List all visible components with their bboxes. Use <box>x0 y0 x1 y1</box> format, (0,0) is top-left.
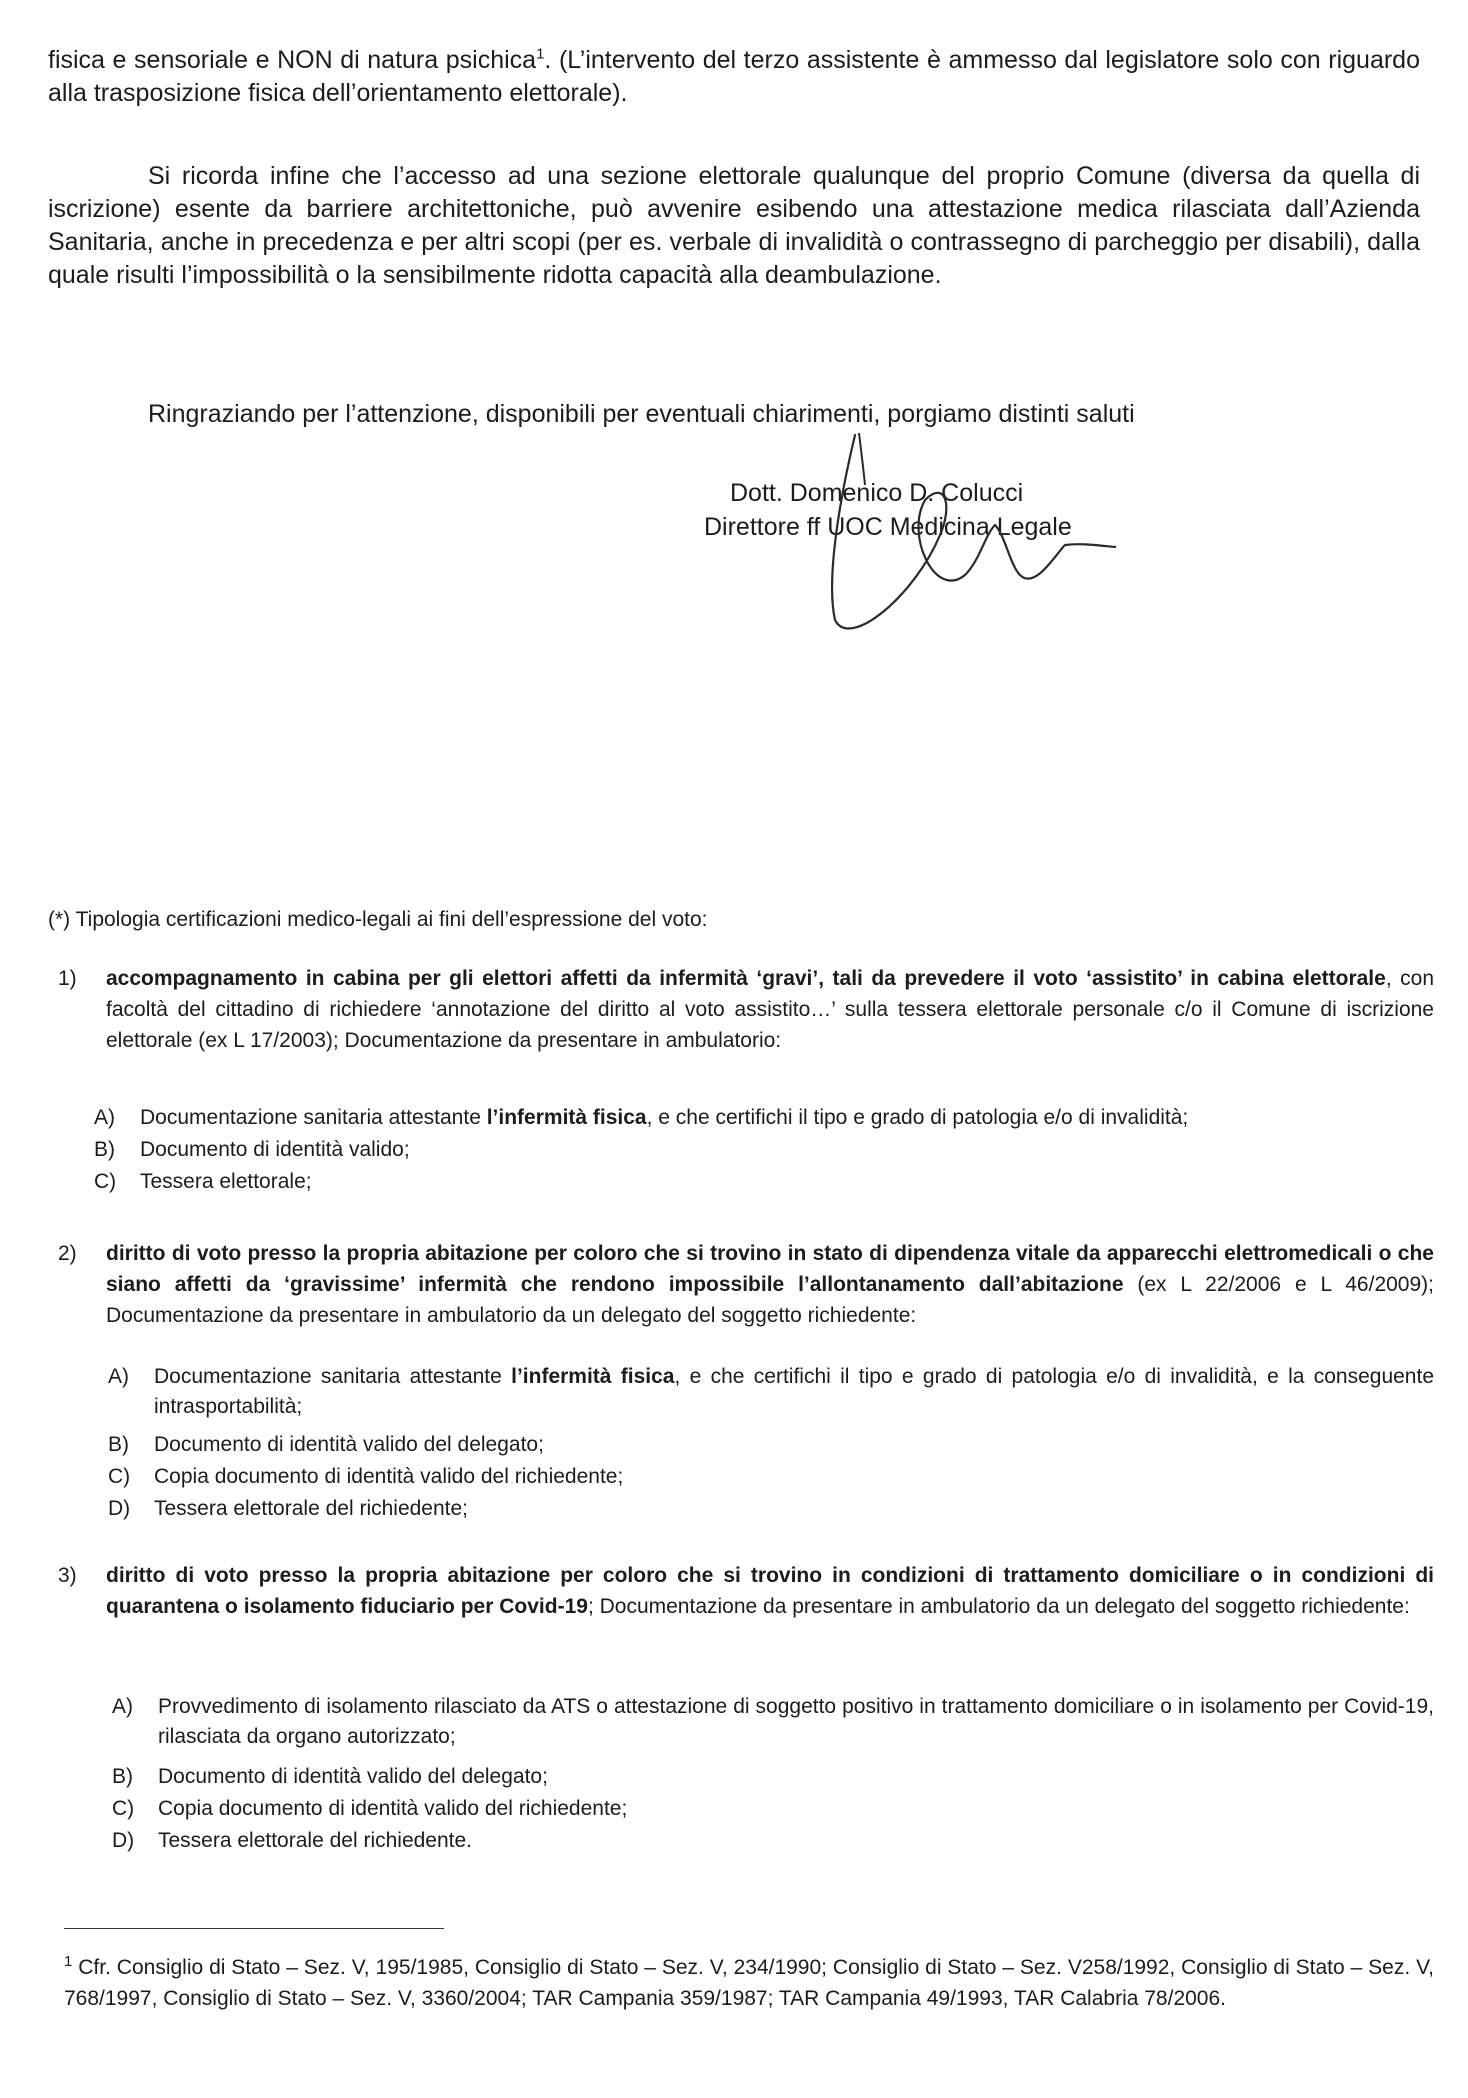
list-item-3 <box>48 1560 1434 1622</box>
sub-letter: A) <box>94 1106 115 1129</box>
sub-item <box>94 1135 1434 1165</box>
item-bold-text: diritto di voto presso la propria abitazione per coloro che si trovino in condizioni di trattamento domiciliare o in condizioni di quarantena o isolamento fiduciario per Covid-19 <box>106 1564 1434 1618</box>
sub-item <box>108 1430 1434 1460</box>
item-text: ; Documentazione da presentare in ambulatorio da un delegato del soggetto richiedente: <box>587 1595 1410 1618</box>
sub-text: Tessera elettorale; <box>140 1170 312 1193</box>
sub-letter: B) <box>94 1138 115 1161</box>
sub-letter: C) <box>108 1465 131 1488</box>
sub-item <box>94 1103 1434 1133</box>
sub-text: Documento di identità valido del delegato; <box>158 1765 548 1788</box>
item-number: 3) <box>58 1564 77 1587</box>
sub-letter: C) <box>94 1170 117 1193</box>
sub-text: Provvedimento di isolamento rilasciato da ATS o attestazione di soggetto positivo in trattamento domiciliare o in isolamento per Covid-19, rilasciata da organo autorizzato; <box>158 1695 1434 1748</box>
footnote-separator <box>64 1928 444 1929</box>
sub-item <box>112 1692 1434 1752</box>
item-bold-text: accompagnamento in cabina per gli elettori affetti da infermità ‘gravi’, tali da prevedere il voto ‘assistito’ in cabina elettorale <box>106 967 1386 990</box>
signatory-name: Dott. Domenico D. Colucci <box>730 479 1024 507</box>
item-text: (ex L 22/2006 e L 46/2009); Documentazione da presentare in ambulatorio da un delegato del soggetto richiedente: <box>106 1273 1434 1327</box>
sub-letter: B) <box>108 1433 129 1456</box>
item-number: 1) <box>58 967 77 990</box>
sub-bold: l’infermità fisica <box>511 1365 675 1388</box>
sub-text: Copia documento di identità valido del richiedente; <box>158 1797 628 1820</box>
thanks-line: Ringraziando per l’attenzione, disponibili per eventuali chiarimenti, porgiamo distinti saluti <box>148 400 1135 428</box>
item-bold-text: diritto di voto presso la propria abitazione per coloro che si trovino in stato di dipendenza vitale da apparecchi elettromedicali o che siano affetti da ‘gravissime’ infermità che rendono impossibile l’allontanamento dall’abitazione <box>106 1242 1434 1296</box>
sub-letter: A) <box>112 1695 133 1718</box>
footnote <box>64 1952 1434 2014</box>
handwritten-signature <box>795 425 1125 645</box>
sub-item <box>108 1462 1434 1492</box>
sub-text: Copia documento di identità valido del richiedente; <box>154 1465 624 1488</box>
access-paragraph: Si ricorda infine che l’accesso ad una sezione elettorale qualunque del proprio Comune (diversa da quella di iscrizione) esente da barriere architettoniche, può avvenire esibendo una attestazione medica rilasciata dall’Azienda Sanitaria, anche in precedenza e per altri scopi (per es. verbale di invalidità o contrassegno di parcheggio per disabili), dalla quale risulti l’impossibilità o la sensibilmente ridotta capacità alla deambulazione. <box>48 162 1420 289</box>
sub-text: Tessera elettorale del richiedente; <box>154 1497 469 1520</box>
sub-item <box>112 1762 1434 1792</box>
sub-item <box>108 1362 1434 1422</box>
intro-text: fisica e sensoriale e NON di natura psichica <box>48 46 537 74</box>
sub-item <box>112 1826 1434 1856</box>
intro-paragraph <box>48 44 1420 110</box>
sub-text-after: , e che certifichi il tipo e grado di patologia e/o di invalidità; <box>646 1106 1189 1129</box>
sub-text: Documentazione sanitaria attestante <box>140 1106 487 1129</box>
sub-text: Tessera elettorale del richiedente. <box>158 1829 473 1852</box>
footnote-ref: 1 <box>536 45 545 63</box>
sub-letter: A) <box>108 1365 129 1388</box>
sub-letter: D) <box>108 1497 131 1520</box>
sub-item <box>112 1794 1434 1824</box>
footnote-marker: 1 <box>64 1953 73 1970</box>
sub-text-after: , e che certifichi il tipo e grado di patologia e/o di invalidità, e la conseguente intrasportabilità; <box>154 1365 1435 1418</box>
signatory-title: Direttore ff UOC Medicina Legale <box>704 513 1072 541</box>
sub-bold: l’infermità fisica <box>486 1106 647 1129</box>
intro-text-after: . (L’intervento del terzo assistente è ammesso dal legislatore solo con riguardo alla trasposizione fisica dell’orientamento elettorale). <box>48 46 1420 107</box>
footnote-text: Cfr. Consiglio di Stato – Sez. V, 195/1985, Consiglio di Stato – Sez. V, 234/1990; Consiglio di Stato – Sez. V258/1992, Consiglio di Stato – Sez. V, 768/1997, Consiglio di Stato – Sez. V, 3360/2004; TAR Campania 359/1987; TAR Campania 49/1993, TAR Calabria 78/2006. <box>64 1956 1434 2010</box>
sub-letter: D) <box>112 1829 135 1852</box>
item-number: 2) <box>58 1242 77 1265</box>
list-item-1 <box>48 963 1434 1056</box>
certifications-heading: (*) Tipologia certificazioni medico-legali ai fini dell’espressione del voto: <box>48 908 708 931</box>
item-text: , con facoltà del cittadino di richiedere ‘annotazione del diritto al voto assistito…’ sulla tessera elettorale personale c/o il Comune di iscrizione elettorale (ex L 17/2003); Documentazione da presentare in ambulatorio: <box>106 967 1434 1052</box>
sub-text: Documento di identità valido; <box>140 1138 410 1161</box>
sub-letter: C) <box>112 1797 135 1820</box>
sub-text: Documentazione sanitaria attestante <box>154 1365 512 1388</box>
list-item-2 <box>48 1238 1434 1331</box>
sub-item <box>94 1167 1434 1197</box>
sub-text: Documento di identità valido del delegato; <box>154 1433 544 1456</box>
sub-letter: B) <box>112 1765 133 1788</box>
sub-item <box>108 1494 1434 1524</box>
